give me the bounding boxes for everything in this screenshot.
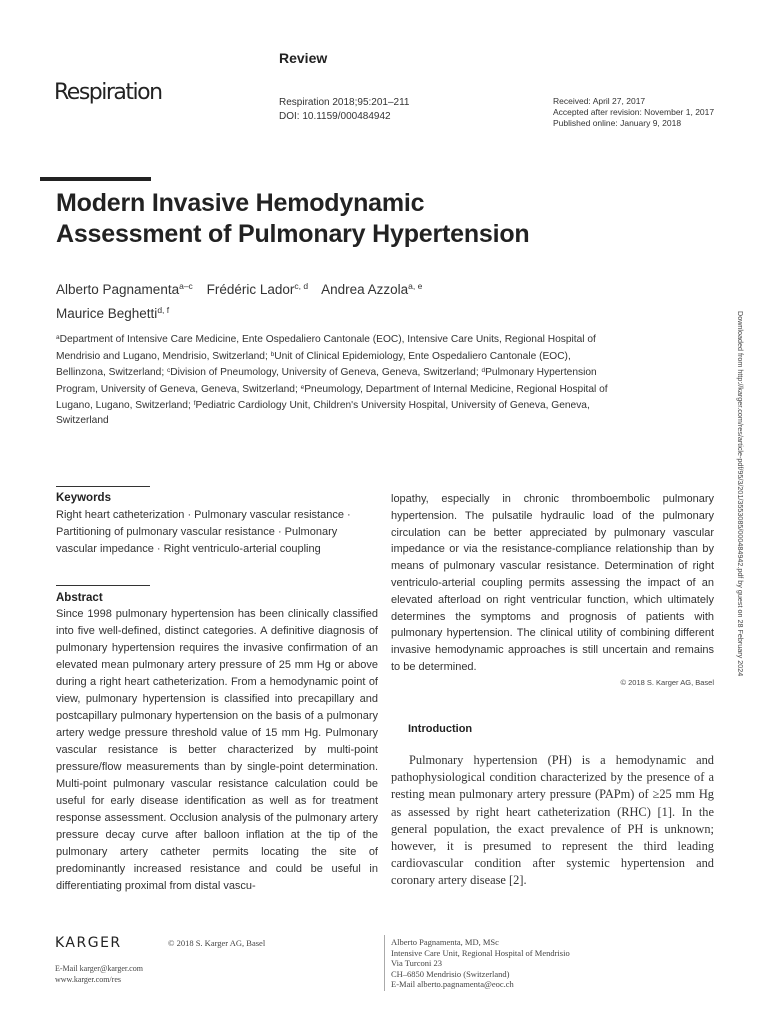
abstract-text: Since 1998 pulmonary hypertension has been clinically classified into five well-defined, distinct categories. A definitive diagnosis of pulmonary hypertension requires the invasive confirmation of an elevated mean pulmonary artery pressure of 25 mm Hg or above during a right heart catheterization. From a hemodynamic point of view, pulmonary hypertension is classified into precapillary and postcapillary pulmonary hypertension on the basis of a pulmonary artery wedge pressure threshold value of 15 mm Hg. Pulmonary vascular resistance is better characterized by multi-point pressure/flow measurements than by single-point determination. Multi-point pulmonary vascular resistance calculation could be useful for early disease identification as well as for treatment response assessment. Occlusion analysis of the pulmonary artery pressure decay curve after balloon inflation at the tip of the pulmonary artery catheter permits locating the site of predominantly increased resistance and could be useful in differentiating proximal from distal vascu- (56, 608, 378, 892)
article-title (56, 188, 656, 250)
accepted-date: Accepted after revision: November 1, 2017 (553, 107, 715, 117)
abstract-copyright: © 2018 S. Karger AG, Basel (620, 678, 714, 687)
correspondence-email[interactable]: E-Mail alberto.pagnamenta@eoc.ch (391, 979, 514, 989)
affiliations: $^a$Department of Intensive Care Medicine, Ente Ospedaliero Cantonale (EOC), Intensive Care Units, Regional Hospital of Mendrisio and Lugano, Mendrisio, Switzerland; $^b$Unit of Clinical Epidemiology, Ente Ospedaliero Cantonale (EOC), Bellinzona, Switzerland; $^c$Division of Pneumology, University of Geneva, Geneva, Switzerland; $^d$Pulmonary Hypertension Program, University of Geneva, Geneva, Switzerland; $^e$Pneumology, Department of Internal Medicine, Regional Hospital of Lugano, Lugano, Switzerland; $^f$Pediatric Cardiology Unit, Children's University Hospital, University of Geneva, Geneva, Switzerland (56, 334, 608, 426)
abstract-rule (56, 585, 150, 586)
journal-logo: Respiration (54, 80, 162, 105)
abstract-continued: lopathy, especially in chronic thromboembolic pulmonary hypertension. The pulsatile hydraulic load of the pulmonary circulation can be better appreciated by pulmonary vascular impedance or via the resistance-compliance relationship than by means of pulmonary vascular resistance. Determination of right ventriculo-arterial coupling permits assessing the impact of an elevated afterload on right ventricular function, which ultimately determines the symptoms and prognosis of patients with pulmonary hypertension. The clinical utility of combining different invasive hemodynamic approaches is still uncertain and remains to be determined. (391, 493, 714, 673)
publisher-email[interactable]: E-Mail karger@karger.com (55, 964, 143, 973)
publisher-contact (55, 964, 143, 985)
publication-history (553, 96, 714, 129)
correspondence-line: Via Turconi 23 (391, 958, 442, 968)
introduction-heading: Introduction (408, 723, 473, 735)
doi-link[interactable]: DOI: 10.1159/000484942 (279, 111, 391, 122)
author: Maurice Beghetti$^{d, f}$ (56, 305, 170, 321)
publisher-website[interactable]: www.karger.com/res (55, 974, 121, 984)
introduction-text: Pulmonary hypertension (PH) is a hemodynamic and pathophysiological condition characterized by the presence of a resting mean pulmonary artery pressure (PAPm) of ≥25 mm Hg as assessed by right heart catheterization (RHC) [1]. In the general population, the exact prevalence of PH is unknown; however, it is presumed to represent the third leading cardiovascular condition after systemic hypertension and coronary artery disease [2]. (391, 753, 714, 888)
header-rule (40, 177, 151, 181)
section-label: Review (279, 50, 328, 66)
keywords-heading: Keywords (56, 492, 111, 504)
keywords-rule (56, 486, 150, 487)
citation (279, 96, 409, 124)
correspondence-line: CH–6850 Mendrisio (Switzerland) (391, 968, 510, 979)
author: Alberto Pagnamenta$^{a-c}$ (56, 281, 193, 297)
keywords-text: Right heart catheterization · Pulmonary vascular resistance · Partitioning of pulmonary vascular resistance · Pulmonary vascular impedance · Right ventriculo-arterial coupling (56, 509, 351, 555)
title-line-2: Assessment of Pulmonary Hypertension (56, 220, 530, 248)
publisher-logo: KARGER (55, 935, 122, 951)
correspondence-line: Alberto Pagnamenta, MD, MSc (391, 937, 499, 947)
citation-line: Respiration 2018;95:201–211 (279, 97, 410, 108)
author: Frédéric Lador$^{c, d}$ (206, 281, 309, 297)
published-date: Published online: January 9, 2018 (553, 118, 682, 128)
footer-copyright: © 2018 S. Karger AG, Basel (168, 938, 266, 948)
footer-divider (384, 935, 385, 991)
author-list (56, 276, 616, 324)
abstract-heading: Abstract (56, 592, 103, 604)
title-line-1: Modern Invasive Hemodynamic (56, 189, 425, 217)
author: Andrea Azzola$^{a, e}$ (321, 281, 423, 297)
received-date: Received: April 27, 2017 (553, 96, 646, 106)
correspondence-line: Intensive Care Unit, Regional Hospital of Mendrisio (391, 947, 570, 958)
correspondence-address (391, 937, 570, 990)
download-note: Downloaded from http://karger.com/res/article-pdf/95/3/201/3553085/000484942.pdf by guest on 28 February 2024 (736, 311, 745, 677)
